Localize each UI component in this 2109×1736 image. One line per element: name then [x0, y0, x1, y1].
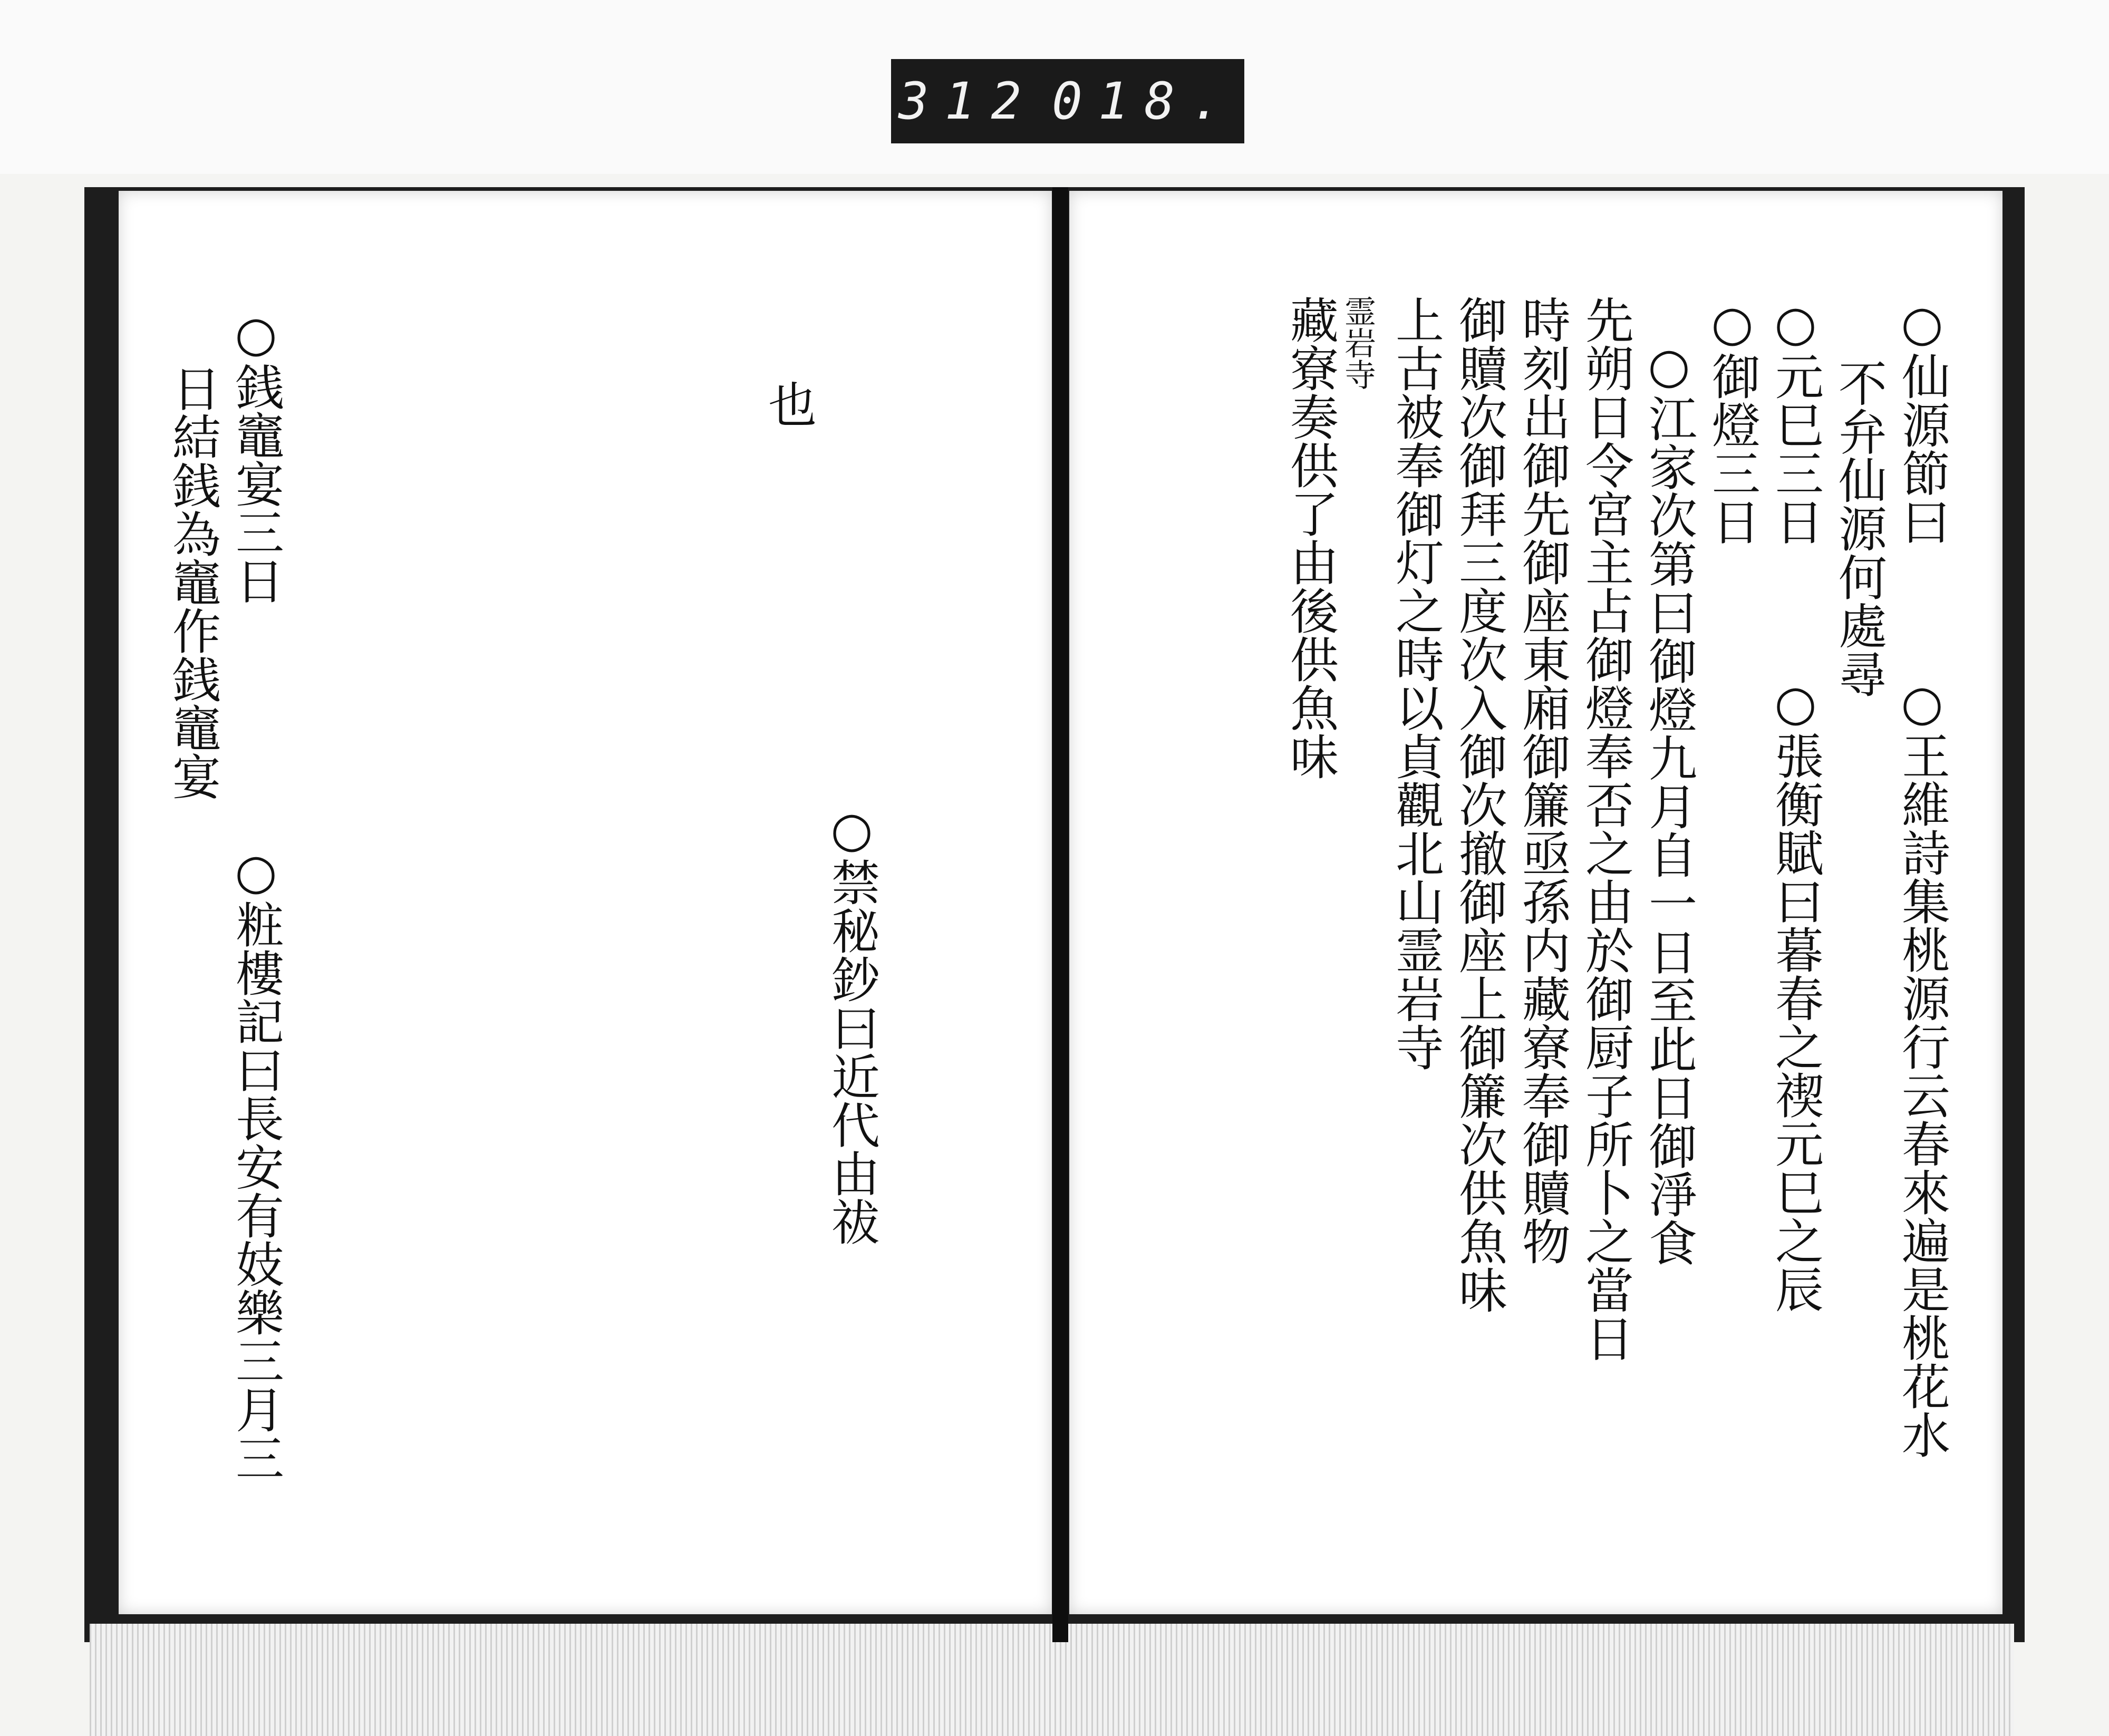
right-col-5: ○江家次第曰御燈九月自一日至此日御淨食 — [1641, 337, 1697, 1267]
right-col-10: 霊岩寺 — [1339, 295, 1376, 390]
archive-label-right: 018. — [1051, 72, 1237, 131]
left-col-2: 日結銭為竈作銭竈宴 — [165, 364, 221, 800]
right-col-11: 藏寮奏供了由後供魚味 — [1282, 295, 1339, 780]
right-col-7: 時刻出御先御座東廂御簾亟孫内藏寮奉御贖物 — [1514, 295, 1571, 1265]
book-gutter — [1052, 187, 1068, 1642]
right-col-9: 上古被奉御灯之時以貞觀北山霊岩寺 — [1388, 295, 1444, 1071]
left-col-4: ○禁秘鈔曰近代由祓 — [824, 801, 880, 1246]
left-col-3: ○粧樓記曰長安有妓樂三月三 — [228, 843, 284, 1482]
right-col-12: ○王維詩集桃源行云春來遍是桃花水 — [1894, 675, 1950, 1459]
right-col-4: ○御燈三日 — [1704, 295, 1760, 546]
right-col-13: ○張衡賦曰暮春之禊元巳之辰 — [1767, 675, 1824, 1313]
right-col-8: 御贖次御拜三度次入御次撤御座上御簾次供魚味 — [1451, 295, 1507, 1314]
right-col-2: 不弁仙源何處尋 — [1831, 358, 1887, 698]
right-col-6: 先朔日令宮主占御燈奉否之由於御厨子所卜之當日 — [1578, 295, 1634, 1362]
left-col-1: ○銭竈宴三日 — [228, 306, 284, 605]
right-col-1: ○仙源節曰 — [1894, 295, 1950, 546]
archive-label-left: 312 — [898, 72, 1038, 131]
archive-label — [891, 59, 1244, 143]
page-edges — [90, 1624, 2014, 1736]
right-col-3: ○元巳三日 — [1767, 295, 1824, 546]
left-col-5: 也 — [760, 380, 817, 428]
